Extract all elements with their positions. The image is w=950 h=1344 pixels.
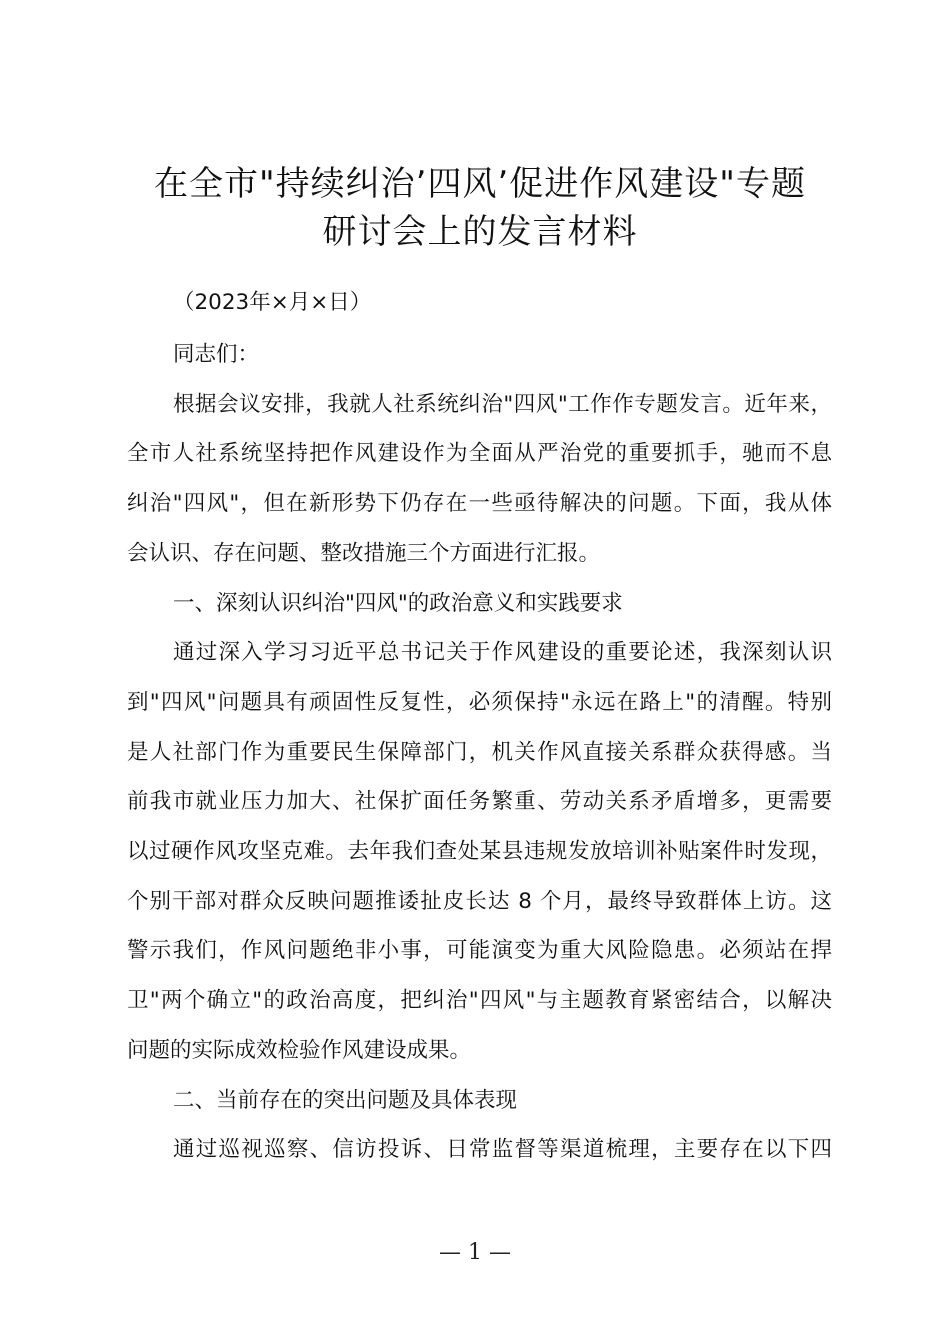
section-heading-2: 二、当前存在的突出问题及具体表现 xyxy=(173,1088,518,1113)
page-number: — 1 — xyxy=(439,1240,511,1265)
paragraph-line: 问题的实际成效检验作风建设成果。 xyxy=(127,1038,472,1063)
paragraph-line: 前我市就业压力加大、社保扩面任务繁重、劳动关系矛盾增多，更需要 xyxy=(127,789,832,814)
paragraph-line: 卫"两个确立"的政治高度，把纠治"四风"与主题教育紧密结合，以解决 xyxy=(127,988,832,1013)
paragraph-line: 是人社部门作为重要民生保障部门，机关作风直接关系群众获得感。当 xyxy=(127,740,832,765)
paragraph-line: 以过硬作风攻坚克难。去年我们查处某县违规发放培训补贴案件时发现， xyxy=(127,839,832,864)
paragraph-line: 个别干部对群众反映问题推诿扯皮长达 8 个月，最终导致群体上访。这 xyxy=(127,889,832,914)
salutation: 同志们： xyxy=(173,342,260,367)
paragraph-line: 通过巡视巡察、信访投诉、日常监督等渠道梳理，主要存在以下四 xyxy=(173,1137,832,1162)
document-title-line-1: 在全市"持续纠治’四风’促进作风建设"专题 xyxy=(154,164,806,204)
section-heading-1: 一、深刻认识纠治"四风"的政治意义和实践要求 xyxy=(173,591,623,616)
paragraph-line: 会认识、存在问题、整改措施三个方面进行汇报。 xyxy=(127,541,601,566)
paragraph-line: 通过深入学习习近平总书记关于作风建设的重要论述，我深刻认识 xyxy=(173,640,832,665)
paragraph-line: 根据会议安排，我就人社系统纠治"四风"工作作专题发言。近年来， xyxy=(173,392,832,417)
paragraph-line: 纠治"四风"，但在新形势下仍存在一些亟待解决的问题。下面，我从体 xyxy=(127,491,832,516)
paragraph-line: 警示我们，作风问题绝非小事，可能演变为重大风险隐患。必须站在捍 xyxy=(127,938,832,963)
paragraph-line: 到"四风"问题具有顽固性反复性，必须保持"永远在路上"的清醒。特别 xyxy=(127,690,832,715)
document-date: （2023年×月×日） xyxy=(173,290,372,315)
paragraph-line: 全市人社系统坚持把作风建设作为全面从严治党的重要抓手，驰而不息 xyxy=(127,441,832,466)
document-title-line-2: 研讨会上的发言材料 xyxy=(322,212,638,252)
